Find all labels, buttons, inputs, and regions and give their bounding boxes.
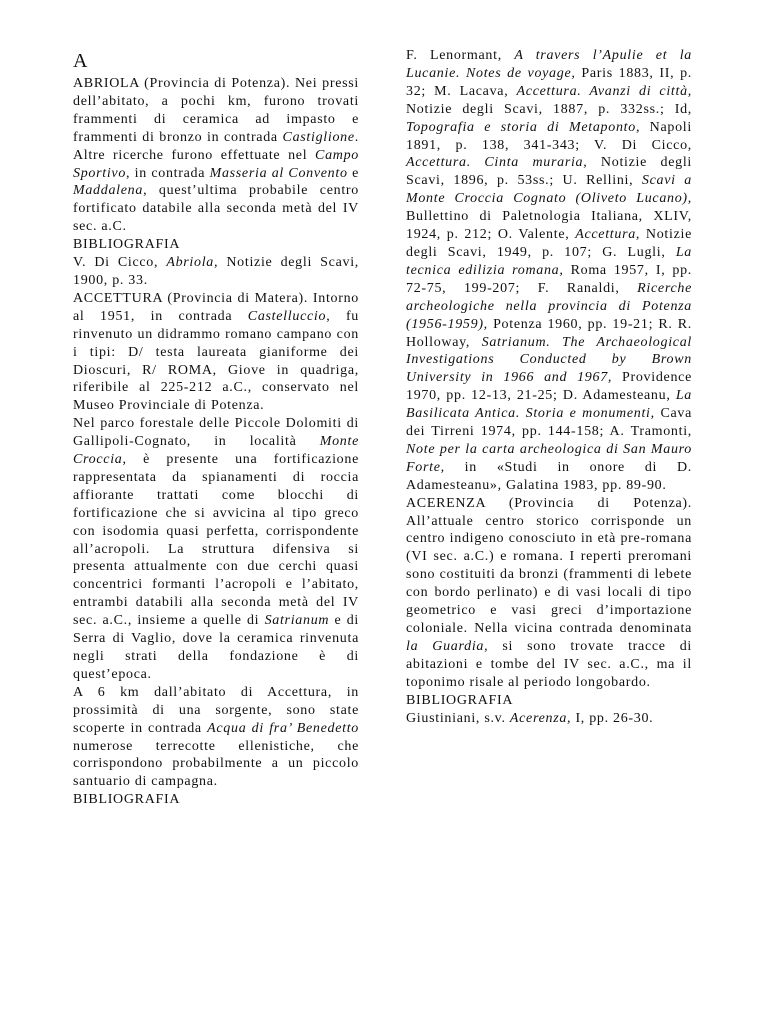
text-run: Notizie degli Scavi, 1900, p. 33. — [73, 255, 359, 288]
bibliography-heading — [73, 236, 359, 254]
text-run: e di Serra di Vaglio, dove la ceramica rinvenuta negli strati della fondazione è di quest’epoca. — [73, 613, 359, 682]
text-run: Paris 1883, II, p. 32; M. Lacava, — [406, 65, 692, 99]
text-run: Notizie degli Scavi, 1887, p. 332ss.; Id, — [406, 101, 692, 117]
text-run: numerose terrecotte ellenistiche, che corrispondono probabilmente a un piccolo santuario di campagna. — [73, 738, 359, 790]
text-run: Providence 1970, pp. 12-13, 21-25; D. Adamesteanu, — [406, 370, 692, 404]
italic-run: La tecnica edilizia romana, — [406, 244, 692, 278]
bibliography-heading — [73, 791, 359, 809]
italic-run: Maddalena — [73, 183, 144, 199]
text-run: I, pp. 26-30. — [571, 710, 654, 726]
italic-run: Abriola, — [166, 255, 219, 271]
text-run: ACCETTURA (Provincia di Matera). Intorno al 1951, in contrada — [73, 290, 359, 324]
italic-run: Accettura. Cinta muraria, — [406, 155, 588, 171]
italic-run: Masseria al Convento — [209, 165, 348, 181]
italic-run: Scavi a Monte Croccia Cognato (Oliveto Lucano), — [406, 173, 692, 207]
italic-run: la Guardia — [406, 638, 485, 654]
left-column — [73, 50, 359, 809]
text-run: , si sono trovate tracce di abitazioni e tombe del IV sec. a.C., ma il toponimo risale al periodo longobardo. — [406, 638, 692, 690]
paragraph — [73, 415, 359, 684]
text-run: BIBLIOGRAFIA — [73, 792, 181, 808]
italic-run: Topografia e storia di Metaponto, — [406, 119, 641, 135]
text-run: Notizie degli Scavi, 1896, p. 53ss.; U. Rellini, — [406, 155, 692, 189]
text-run: A 6 km dall’abitato di Accettura, in prossimità di una sorgente, sono state scoperte in contrada — [73, 684, 359, 736]
text-run: Bullettino di Paletnologia Italiana, XLIV, 1924, p. 212; O. Valente, — [406, 209, 692, 243]
paragraph — [73, 684, 359, 791]
text-run: BIBLIOGRAFIA — [406, 692, 514, 708]
italic-run: Satrianum — [264, 613, 330, 629]
italic-run: Castiglione — [282, 129, 355, 145]
text-run: , in contrada — [126, 165, 210, 181]
paragraph — [73, 75, 359, 236]
paragraph — [73, 290, 359, 415]
text-run: . Altre ricerche furono effettuate nel — [73, 129, 359, 163]
right-column-text — [406, 47, 692, 727]
section-letter: A — [73, 50, 88, 72]
text-run: BIBLIOGRAFIA — [73, 237, 181, 253]
text-run: Notizie degli Scavi, 1949, p. 107; G. Lugli, — [406, 227, 692, 260]
text-run: Giustiniani, s.v. — [406, 710, 510, 726]
italic-run: Satrianum. The Archaeological Investigations Conducted by Brown University in 1966 and 1967, — [406, 334, 692, 386]
left-column-text — [73, 75, 359, 809]
italic-run: A travers l’Apulie et la Lucanie. Notes de voyage, — [406, 48, 692, 81]
text-run: e — [347, 165, 359, 181]
italic-run: Accettura. Avanzi di città, — [516, 83, 693, 99]
text-run: , è presente una fortificazione rappresentata da spianamenti di roccia affiorante trattati come blocchi di fortificazione che si avvicina al tipo greco con isodomia quasi perfetta, corrispondente all’acropoli. La struttura difensiva si presenta attualmente con due cerchi quasi concentrici formanti l’acropoli e l’abitato, entrambi databili alla seconda metà del IV sec. a.C., insieme a quelle di — [73, 452, 359, 629]
text-run: V. Di Cicco, — [73, 255, 167, 271]
text-run: , quest’ultima probabile centro fortificato databile alla seconda metà del IV sec. a.C. — [73, 183, 359, 235]
paragraph — [406, 495, 692, 692]
italic-run: Ricerche archeologiche nella provincia di Potenza (1956-1959), — [406, 280, 692, 332]
text-run: Potenza 1960, pp. 19-21; R. R. Holloway, — [406, 316, 692, 350]
italic-run: La Basilicata Antica. Storia e monumenti, — [406, 388, 692, 422]
paragraph — [406, 710, 692, 728]
italic-run: Accettura, — [575, 227, 641, 243]
text-run: Nel parco forestale delle Piccole Dolomiti di Gallipoli-Cognato, in località — [73, 416, 359, 450]
text-run: Cava dei Tirreni 1974, pp. 144-158; A. Tramonti, — [406, 406, 693, 440]
italic-run: Acqua di fra’ Benedetto — [207, 720, 359, 736]
text-run: Roma 1957, I, pp. 72-75, 199-207; F. Ranaldi, — [406, 262, 692, 296]
bibliography-heading — [406, 692, 692, 710]
text-run: in «Studi in onore di D. Adamesteanu», Galatina 1983, pp. 89-90. — [406, 459, 692, 493]
paragraph — [406, 47, 692, 495]
italic-run: Acerenza, — [509, 710, 572, 726]
paragraph — [73, 254, 359, 290]
italic-run: Monte Croccia — [73, 434, 359, 468]
text-run: , fu rinvenuto un didrammo romano campano con i tipi: D/ testa laureata gianiforme dei Dioscuri, R/ ROMA, Giove in quadriga, riferibile al 225-212 a.C., conservato nel Museo Provinciale di Potenza. — [73, 308, 359, 414]
text-run: ACERENZA (Provincia di Potenza). All’attuale centro storico corrisponde un centro indigeno conosciuto in età pre-romana (VI sec. a.C.) e romana. I reperti preromani sono costituiti da bronzi (frammenti di lebete con bordo perlinato) e di vasi locali di tipo geometrico e vasi greci d’importazione coloniale. Nella vicina contrada denominata — [406, 495, 692, 636]
italic-run: Castelluccio — [247, 308, 327, 324]
right-column — [406, 47, 692, 727]
text-run: F. Lenormant, — [406, 48, 515, 63]
text-run: ABRIOLA (Provincia di Potenza). Nei pressi dell’abitato, a pochi km, furono trovati frammenti di ceramica ad impasto e frammenti di bronzo in contrada — [73, 76, 359, 145]
italic-run: Note per la carta archeologica di San Mauro Forte, — [406, 441, 692, 475]
italic-run: Campo Sportivo — [73, 147, 359, 181]
text-run: Napoli 1891, p. 138, 341-343; V. Di Cicco, — [406, 119, 692, 153]
